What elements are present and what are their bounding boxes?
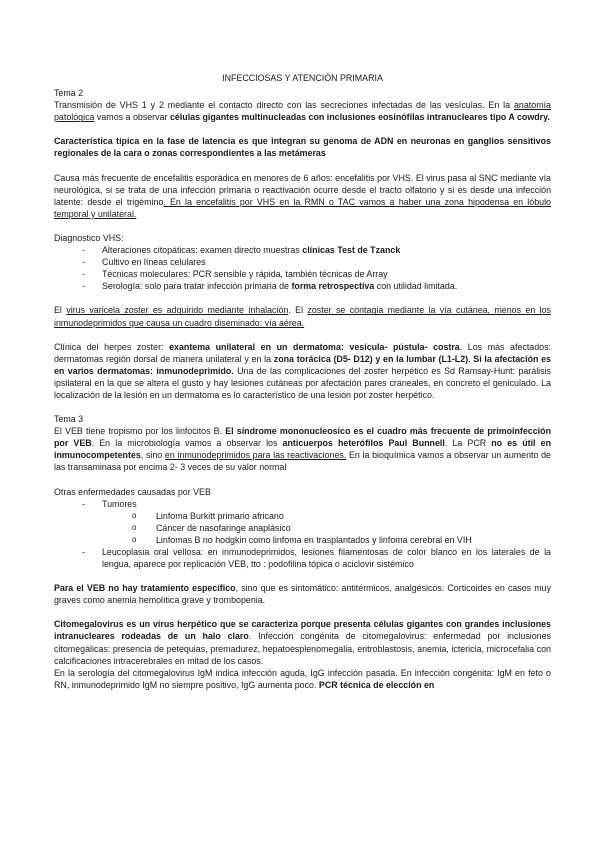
list-item: - Leucoplasia oral vellosa: en inmunodeprimidos, lesiones filamentosas de color blanco en los laterales de la lengua, aparece por replicación VEB, tto : podofilina tópica o aciclovir sistémico <box>78 546 551 570</box>
list-item: - Técnicas moleculares: PCR sensible y rápida, también técnicas de Array <box>78 268 551 280</box>
tema2-paragraph-3: Causa más frecuente de encefalitis esporádica en menores de 6 años: encefalitis por VHS. El virus pasa al SNC mediante vía neurológica, si se trata de una infección primaria o reactivación ocurre desde el tracto olfatorio y si es desde una infección latente: desde el trigémino. En la encefalitis por VHS en la RMN o TAC vamos a haber una zona hipodensa en lóbulo temporal y unilateral. <box>54 172 551 219</box>
document-title: INFECCIOSAS Y ATENCIÓN PRIMARIA <box>222 73 383 83</box>
diagnostico-heading: Diagnostico VHS: <box>54 232 124 243</box>
tema2-paragraph-5: Clínica del herpes zoster: exantema unilateral en un dermatoma: vesícula- pústula- costra. Los más afectados: dermatomas región dorsal de manera unilateral y en la zona torácica (D5- D12) y en la lumbar (L1-L2). Si la afectación es en varios dermatomas: inmunodeprimido. Una de las complicaciones del zoster herpético es Sd Ramsay-Hunt: parálisis ipsilateral en la que se altera el gusto y hay lesiones cutáneas por afectación pares craneales, en concreto el geniculado. La localización de la lesión en un dermatoma es lo característico de una lesión por zoster herpético. <box>54 341 552 400</box>
list-item: o Linfomas B no hodgkin como linfoma en trasplantados y linfoma cerebral en VIH <box>132 534 551 546</box>
tema3-paragraph-4: En la serología del citomegalovirus IgM indica infección aguda, IgG infección pasada. En infección congénita: IgM en feto o RN, inmunodeprimido IgM no siempre positivo, IgG aumenta poco. PCR técnica de elección en <box>54 667 551 690</box>
list-item: - Serología: solo para tratar infección primaria de forma retrospectiva con utilidad limitada. <box>78 280 551 292</box>
list-item: - Tumores o Linfoma Burkitt primario africano o Cáncer de nasofaringe anaplásico o Linfomas B no hodgkin como linfoma en trasplantados y linfoma cerebral en VIH <box>78 498 551 546</box>
tema3-paragraph-1: El VEB tiene tropismo por los linfocitos B. El síndrome mononucleosico es el cuadro más frecuente de primoinfección por VEB. En la microbiología vamos a observar los anticuerpos heterófilos Paul Bunnell. La PCR no es útil en inmunocompetentes, sino en inmunodeprimidos para las reactivaciones. En la bioquímica vamos a observar un aumento de las transaminasa por encima 2- 3 veces de su valor normal <box>54 426 551 473</box>
diagnostico-list <box>54 244 551 292</box>
tema3-heading: Tema 3 <box>54 414 84 425</box>
tema3-paragraph-2: Para el VEB no hay tratamiento específico, sino que es sintomático: antitérmicos, analgésicos. Corticoides en casos muy graves como anemia hemolítica grave y trombopenia. <box>54 583 552 606</box>
tema3-paragraph-3: Citomegalovirus es un virus herpético que se caracteriza porque presenta células gigantes con grandes inclusiones intranucleares rodeadas de un halo claro. Infección congénita de citomegalovirus: enfermedad por inclusiones citomegálicas: presencia de petequias, premadurez, hepatoesplenomegalia, eritroblastosis, anemia, ictericia, microcefalia con calcificaciones intracerebrales en mitad de los casos. <box>54 619 551 666</box>
tumores-sublist <box>102 510 551 546</box>
otras-enfermedades-list <box>54 498 551 571</box>
list-item: - Cultivo en líneas celulares <box>78 256 551 268</box>
tema2-paragraph-1: Transmisión de VHS 1 y 2 mediante el contacto directo con las secreciones infectadas de las vesículas. En la anatomía patológica vamos a observar células gigantes multinucleadas con inclusiones eosinófilas intranucleares tipo A cowdry. <box>54 100 551 123</box>
list-item: - Alteraciones citopáticas: examen directo muestras clínicas Test de Tzanck <box>78 244 551 256</box>
tema2-paragraph-4: El virus varicela zoster es adquirido mediante inhalación. El zoster se contagia mediante la vía cutánea, menos en los inmunodeprimidos que causa un cuadro diseminado: vía aérea. <box>54 305 551 328</box>
list-item: o Cáncer de nasofaringe anaplásico <box>132 522 551 534</box>
list-item: o Linfoma Burkitt primario africano <box>132 510 551 522</box>
tema2-paragraph-2: Característica típica en la fase de latencia es que integran su genoma de ADN en neuronas en ganglios sensitivos regionales de la cara o zonas correspondientes a las metámeras <box>54 136 551 159</box>
otras-enfermedades-heading: Otras enfermedades causadas por VEB <box>54 486 211 497</box>
tema2-heading: Tema 2 <box>54 88 84 99</box>
anatomia-patologica-underline: anatomía patológica <box>54 100 551 123</box>
